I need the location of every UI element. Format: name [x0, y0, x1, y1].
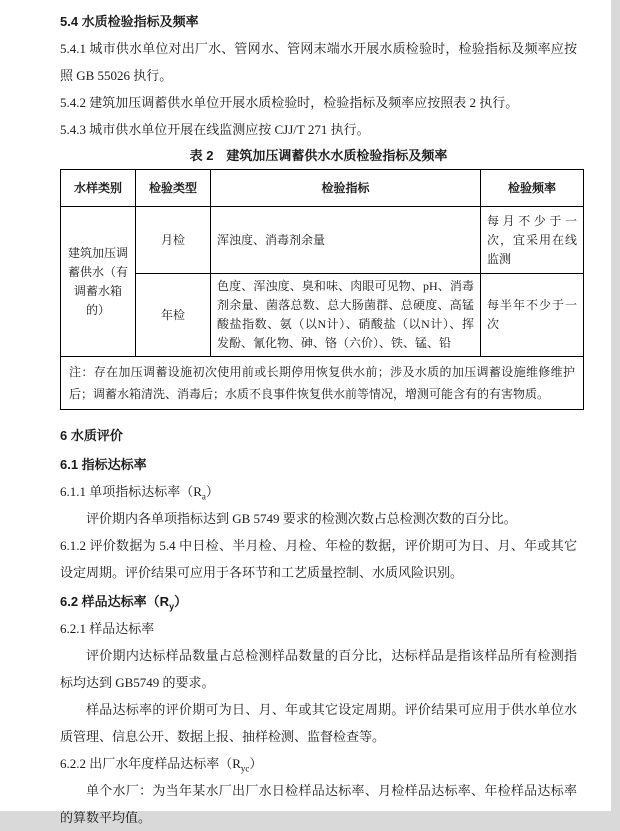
section-6-2-close: ） [174, 594, 188, 609]
section-6-2-subscript: y [169, 601, 175, 612]
paragraph-6-2-1-body-1: 评价期内达标样品数量占总检测样品数量的百分比，达标样品是指该样品所有检测指标均达到 GB5749 的要求。 [60, 648, 577, 690]
cell-yearly-frequency: 每半年不少于一次 [481, 274, 584, 357]
table-row-yearly [61, 274, 584, 357]
header-inspection-indicators: 检验指标 [211, 170, 481, 207]
cell-monthly-type: 月检 [136, 207, 211, 274]
clause-6-1-1-heading [60, 478, 577, 505]
clause-6-2-1-heading: 6.2.1 样品达标率 [60, 621, 155, 636]
clause-6-2-2-close: ） [249, 756, 263, 771]
cell-sample-category: 建筑加压调蓄供水（有调蓄水箱的） [61, 207, 136, 357]
clause-6-1-2: 6.1.2 评价数据为 5.4 中日检、半月检、月检、年检的数据，评价期可为日、月、年或其它设定周期。评价结果可应用于各环节和工艺质量控制、水质风险识别。 [60, 538, 577, 580]
clause-6-2-2-heading [60, 750, 577, 777]
header-sample-category: 水样类别 [61, 170, 136, 207]
clause-6-2-2-text: 6.2.2 出厂水年度样品达标率（R [60, 756, 241, 771]
table-caption: 表 2 建筑加压调蓄供水水质检验指标及频率 [189, 148, 448, 163]
section-6-1-heading: 6.1 指标达标率 [60, 457, 147, 472]
clause-6-1-1-close: ） [205, 484, 219, 499]
header-inspection-frequency: 检验频率 [481, 170, 584, 207]
cell-yearly-indicators: 色度、浑浊度、臭和味、肉眼可见物、pH、消毒剂余量、菌落总数、总大肠菌群、总硬度、高锰酸盐指数、氨（以N计）、硝酸盐（以N计）、挥发酚、氰化物、砷、铬（六价）、铁、锰、铅 [211, 274, 481, 357]
paragraph-6-2-1-body-2: 样品达标率的评价期可为日、月、年或其它设定周期。评价结果可应用于供水单位水质管理、信息公开、数据上报、抽样检测、监督检查等。 [60, 702, 577, 744]
cell-monthly-frequency: 每月不少于一次，宜采用在线监测 [481, 207, 584, 274]
clause-5-4-2: 5.4.2 建筑加压调蓄供水单位开展水质检验时，检验指标及频率应按照表 2 执行。 [60, 95, 519, 110]
clause-5-4-1: 5.4.1 城市供水单位对出厂水、管网水、管网末端水开展水质检验时，检验指标及频率应按照 GB 55026 执行。 [60, 41, 577, 83]
clause-6-1-1-text: 6.1.1 单项指标达标率（R [60, 484, 202, 499]
cell-yearly-type: 年检 [136, 274, 211, 357]
table-row-note [61, 357, 584, 410]
clause-5-4-3: 5.4.3 城市供水单位开展在线监测应按 CJJ/T 271 执行。 [60, 122, 370, 137]
table-2-inspection-indicators [60, 169, 584, 410]
section-6-2-heading [60, 588, 577, 615]
header-inspection-type: 检验类型 [136, 170, 211, 207]
paragraph-6-1-1-body: 评价期内各单项指标达到 GB 5749 要求的检测次数占总检测次数的百分比。 [86, 511, 517, 526]
table-header-row [61, 170, 584, 207]
clause-6-2-2-subscript: yc [240, 763, 250, 774]
section-5-4-heading: 5.4 水质检验指标及频率 [60, 14, 199, 29]
cell-table-note: 注：存在加压调蓄设施初次使用前或长期停用恢复供水前；涉及水质的加压调蓄设施维修维护后；调蓄水箱清洗、消毒后；水质不良事件恢复供水前等情况，增测可能含有的有害物质。 [61, 357, 584, 410]
section-6-2-text: 6.2 样品达标率（R [60, 594, 170, 609]
cell-monthly-indicators: 浑浊度、消毒剂余量 [211, 207, 481, 274]
clause-6-1-1-subscript: a [201, 491, 206, 502]
section-6-heading: 6 水质评价 [60, 428, 123, 443]
paragraph-6-2-2-body: 单个水厂：为当年某水厂出厂水日检样品达标率、月检样品达标率、年检样品达标率的算数平均值。 [60, 783, 577, 825]
table-row-monthly [61, 207, 584, 274]
